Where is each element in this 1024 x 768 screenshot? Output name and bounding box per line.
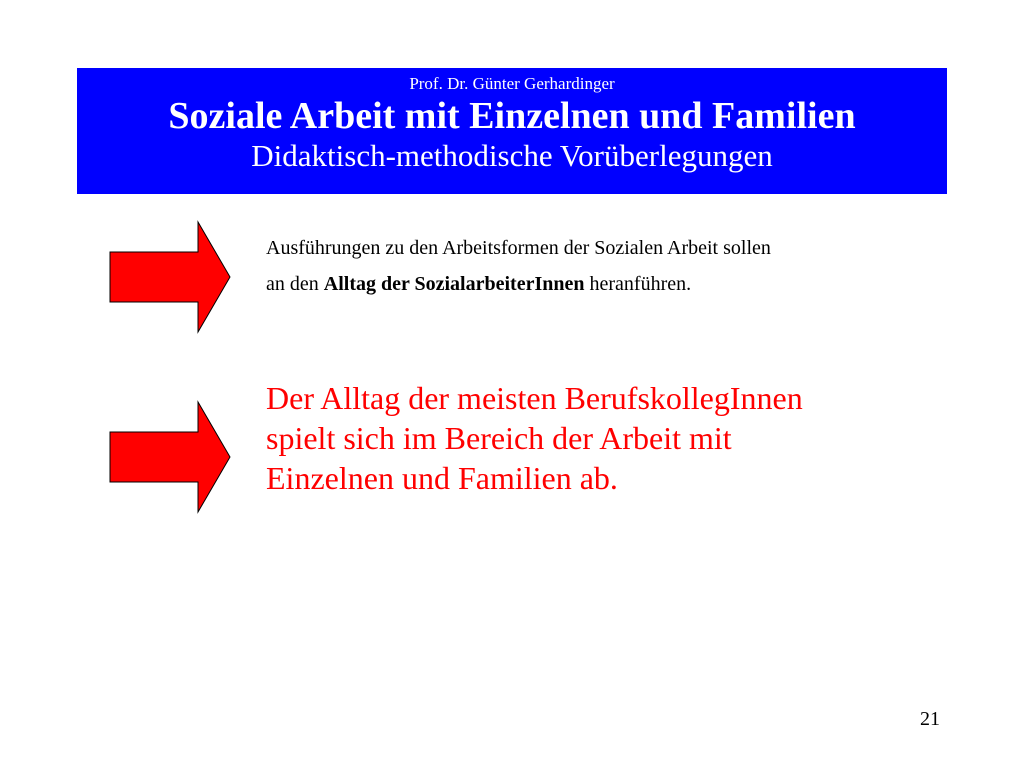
slide-title: Soziale Arbeit mit Einzelnen und Familien [168,95,856,137]
bullet-1-line-2-suffix: heranführen. [584,273,692,295]
bullet-1-line-2-prefix: an den [266,273,324,295]
bullet-1-line-1: Ausführungen zu den Arbeitsformen der Sozialen Arbeit sollen [266,237,771,259]
right-arrow-icon [108,220,232,334]
bullet-2-line-2: spielt sich im Bereich der Arbeit mit [266,420,732,456]
bullet-2-line-1: Der Alltag der meisten BerufskollegInnen [266,380,803,416]
slide-subtitle: Didaktisch-methodische Vorüberlegungen [251,138,773,173]
author-name: Prof. Dr. Günter Gerhardinger [409,74,615,93]
right-arrow-icon [108,400,232,514]
bullet-text-1 [266,230,946,302]
bullet-1-line-2 [266,266,946,302]
title-banner [77,68,947,194]
bullet-text-2 [266,378,966,498]
bullet-1-emphasis: Alltag der SozialarbeiterInnen [323,273,585,295]
page-number: 21 [920,708,940,730]
bullet-2-line-3: Einzelnen und Familien ab. [266,460,618,496]
